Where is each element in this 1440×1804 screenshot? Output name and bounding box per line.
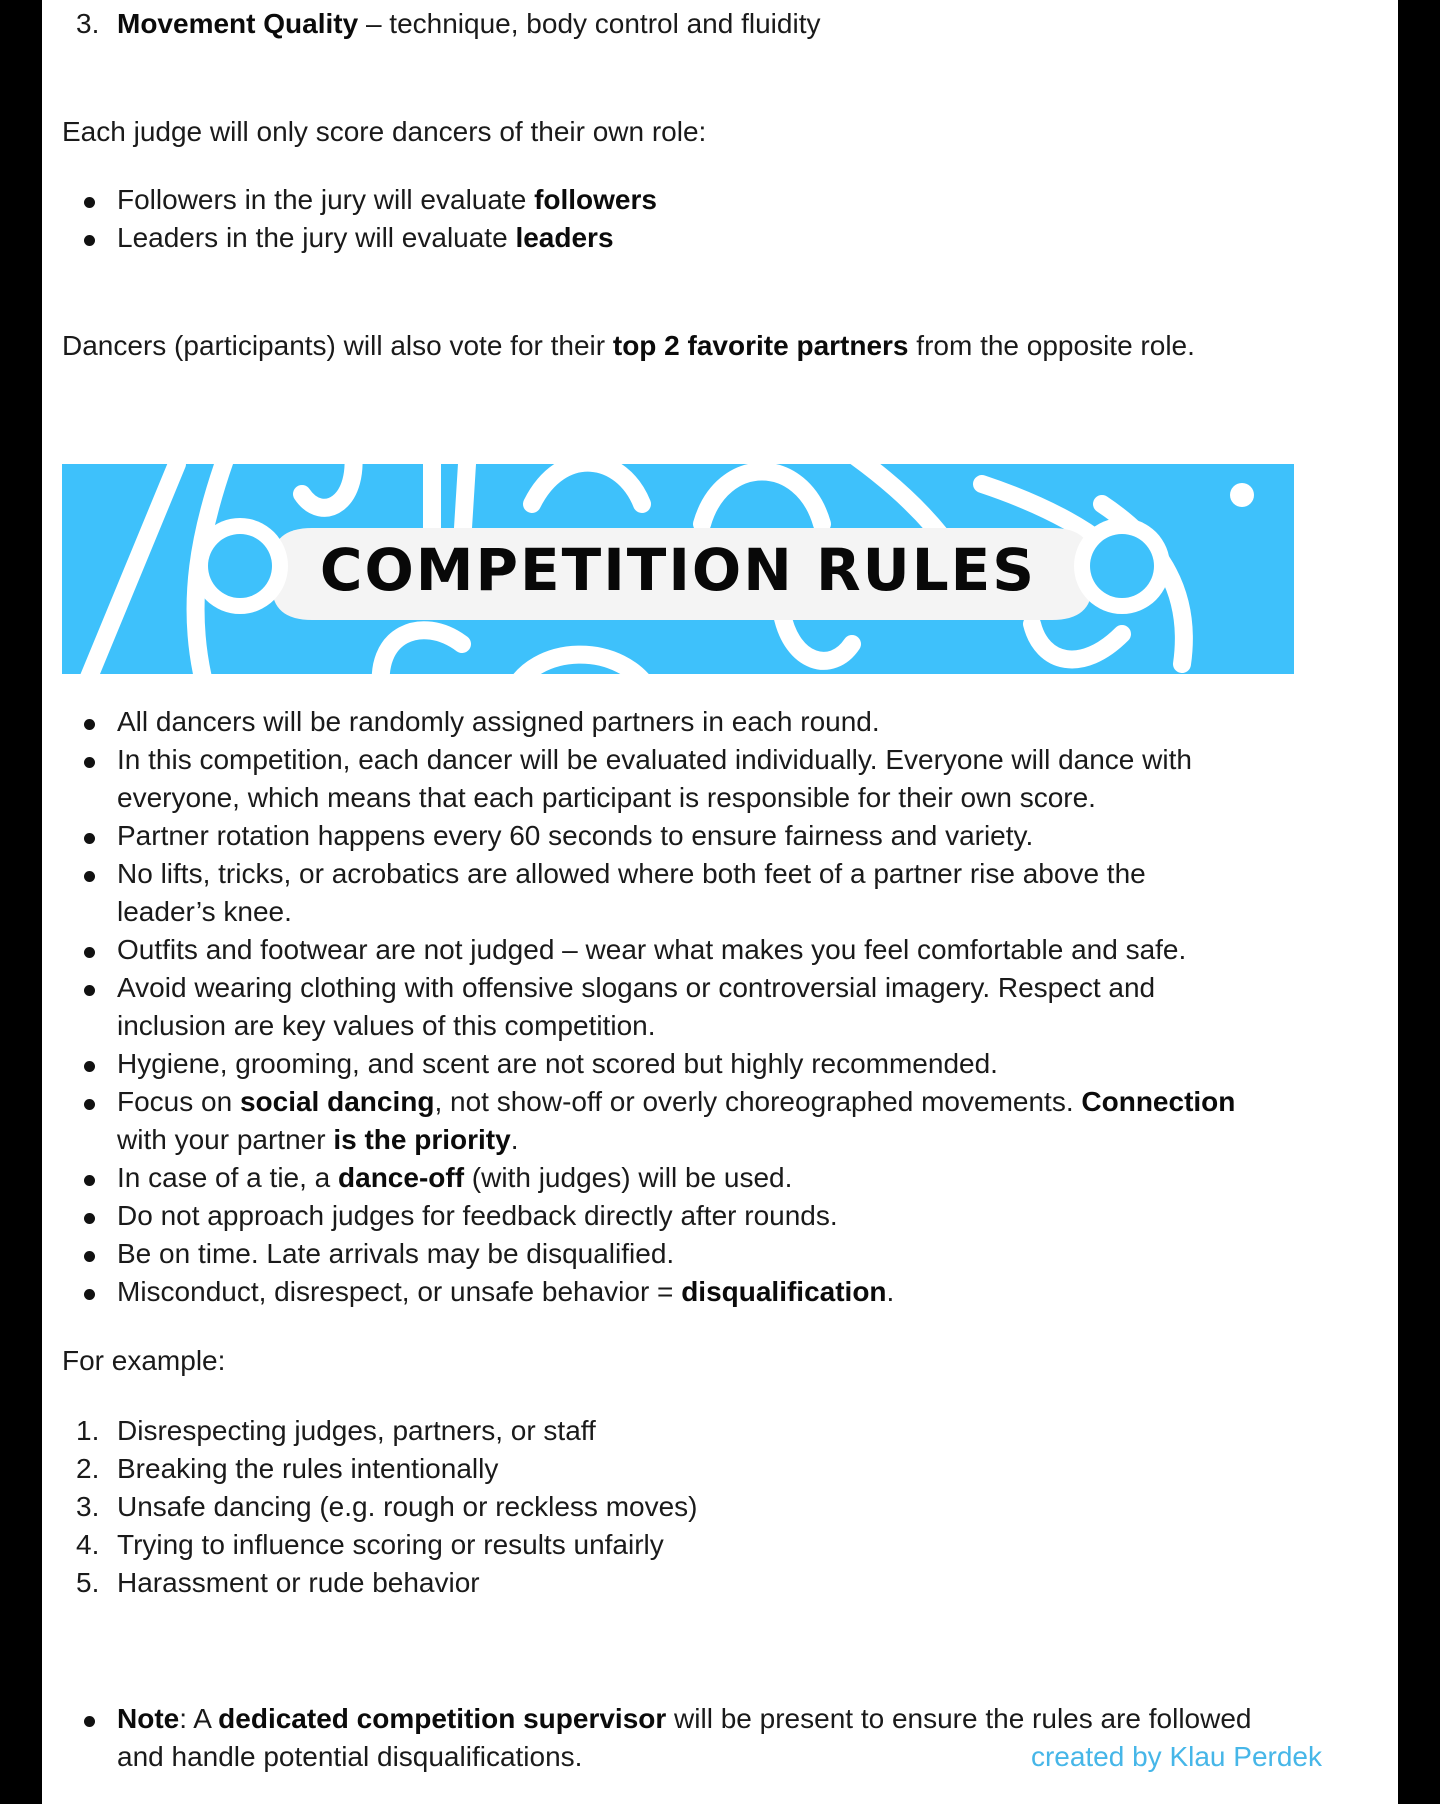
list-item [62,219,1294,257]
list-item [62,741,1294,817]
list-item-text: Leaders in the jury will evaluate [117,222,516,253]
criteria-title: Movement Quality [117,8,359,39]
list-item [62,1412,1294,1450]
bullet-icon [84,719,95,730]
bullet-icon [84,197,95,208]
rule-text: Outfits and footwear are not judged – wear what makes you feel comfortable and safe. [117,934,1187,965]
list-number: 3. [76,8,100,39]
example-text: Harassment or rude behavior [117,1567,480,1598]
rule-text: Avoid wearing clothing with offensive slogans or controversial imagery. Respect and [117,972,1156,1003]
note-label: Note [117,1703,180,1734]
rule-bold: is the priority [333,1124,511,1155]
bullet-icon [84,833,95,844]
list-item [62,931,1294,969]
list-item [62,1197,1294,1235]
rule-text: No lifts, tricks, or acrobatics are allowed where both feet of a partner rise above the [117,858,1146,889]
list-item [62,1083,1294,1159]
bullet-icon [84,1213,95,1224]
list-item [62,1045,1294,1083]
rules-list [62,703,1294,1311]
bullet-icon [84,947,95,958]
example-text: Disrespecting judges, partners, or staff [117,1415,596,1446]
list-item-text: Followers in the jury will evaluate [117,184,535,215]
list-item [62,1273,1294,1311]
dancer-vote-text: Dancers (participants) will also vote for their [62,330,613,361]
bullet-icon [84,871,95,882]
list-item [62,1488,1294,1526]
list-item [62,1235,1294,1273]
list-item [62,855,1294,931]
list-item [62,703,1294,741]
criteria-description: – technique, body control and fluidity [358,8,821,39]
rule-text: Partner rotation happens every 60 seconds to ensure fairness and variety. [117,820,1034,851]
list-item-bold: followers [534,184,657,215]
list-item [62,969,1294,1045]
rule-text: . [886,1276,895,1307]
list-number: 4. [76,1529,100,1560]
bullet-icon [84,985,95,996]
bullet-icon [84,1289,95,1300]
list-number: 2. [76,1453,100,1484]
note-text: : A [179,1703,219,1734]
rule-text-continued: everyone, which means that each participant is responsible for their own score. [117,782,1096,813]
bullet-icon [84,1251,95,1262]
rule-text: In case of a tie, a [117,1162,339,1193]
bullet-icon [84,1175,95,1186]
list-item [62,817,1294,855]
bullet-icon [84,1099,95,1110]
rule-bold: Connection [1081,1086,1236,1117]
credit-text: created by Klau Perdek [1030,1741,1322,1772]
rule-text: (with judges) will be used. [464,1162,793,1193]
list-item [62,1526,1294,1564]
list-number: 5. [76,1567,100,1598]
note-text: will be present to ensure the rules are followed [666,1703,1252,1734]
list-item [62,181,1294,219]
example-text: Trying to influence scoring or results unfairly [117,1529,664,1560]
list-item [62,1450,1294,1488]
judge-intro-paragraph [62,113,1294,151]
bullet-icon [84,235,95,246]
example-intro-paragraph [62,1342,1294,1380]
example-text: Unsafe dancing (e.g. rough or reckless moves) [117,1491,698,1522]
list-number: 1. [76,1415,100,1446]
rule-text: All dancers will be randomly assigned partners in each round. [117,706,880,737]
rule-text: Hygiene, grooming, and scent are not scored but highly recommended. [117,1048,998,1079]
list-item [62,1159,1294,1197]
judge-intro-text: Each judge will only score dancers of their own role: [62,116,707,147]
examples-list [62,1412,1294,1602]
rule-text: Do not approach judges for feedback directly after rounds. [117,1200,838,1231]
banner-title: COMPETITION RULES [319,536,1037,604]
note-text-continued: and handle potential disqualifications. [117,1741,583,1772]
example-text: Breaking the rules intentionally [117,1453,499,1484]
rule-text: . [510,1124,519,1155]
dancer-vote-paragraph [62,327,1294,365]
rule-text: Misconduct, disrespect, or unsafe behavior = [117,1276,682,1307]
rule-bold: social dancing [239,1086,435,1117]
competition-rules-banner [62,464,1294,674]
example-intro-text: For example: [62,1345,226,1376]
rule-text-continued: inclusion are key values of this competition. [117,1010,656,1041]
judge-roles-list [62,181,1294,257]
criteria-item-3 [62,5,1294,43]
list-item-bold: leaders [515,222,614,253]
rule-text: Focus on [117,1086,240,1117]
rule-text: In this competition, each dancer will be evaluated individually. Everyone will dance with [117,744,1192,775]
rule-text: , not show-off or overly choreographed movements. [434,1086,1082,1117]
rule-text-continued: with your partner [117,1124,334,1155]
bullet-icon [84,1061,95,1072]
rule-bold: dance-off [338,1162,465,1193]
bullet-icon [84,1716,95,1727]
bullet-icon [84,757,95,768]
dancer-vote-bold: top 2 favorite partners [612,330,909,361]
list-number: 3. [76,1491,100,1522]
dancer-vote-text-end: from the opposite role. [908,330,1195,361]
rule-text-continued: leader’s knee. [117,896,292,927]
rule-bold: disqualification [681,1276,887,1307]
note-bold: dedicated competition supervisor [218,1703,667,1734]
list-item [62,1564,1294,1602]
rule-text: Be on time. Late arrivals may be disqualified. [117,1238,675,1269]
